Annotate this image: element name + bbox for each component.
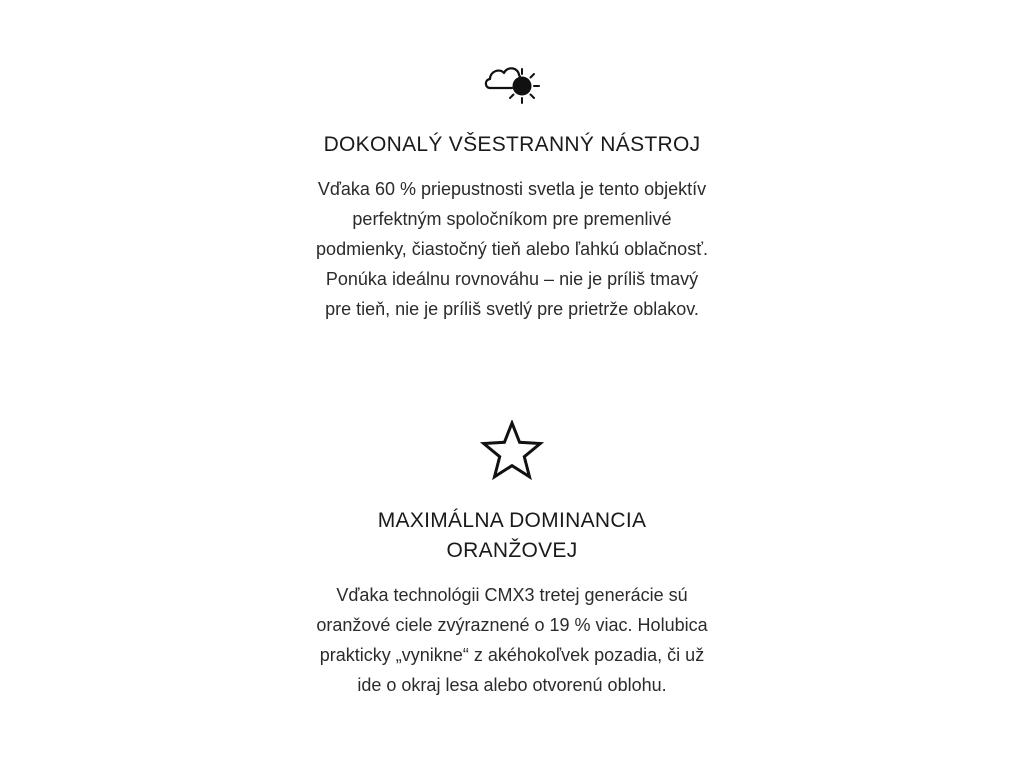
- feature-title: DOKONALÝ VŠESTRANNÝ NÁSTROJ: [323, 133, 701, 156]
- feature-versatile-tool: [0, 58, 1024, 324]
- star-icon: [480, 420, 544, 482]
- feature-orange-dominance: [0, 420, 1024, 700]
- feature-title: MAXIMÁLNA DOMINANCIA ORANŽOVEJ: [377, 509, 647, 562]
- cloud-sun-icon: [482, 58, 542, 106]
- feature-description: Vďaka technológii CMX3 tretej generácie sú oranžové ciele zvýraznené o 19 % viac. Holubica prakticky „vynikne“ z akéhokoľvek pozadia, či už ide o okraj lesa alebo otvorenú oblohu.: [316, 585, 708, 695]
- feature-description: Vďaka 60 % priepustnosti svetla je tento objektív perfektným spoločníkom pre premenlivé podmienky, čiastočný tieň alebo ľahkú oblačnosť. Ponúka ideálnu rovnováhu – nie je príliš tmavý pre tieň, nie je príliš svetlý pre prietrže oblakov.: [316, 179, 708, 319]
